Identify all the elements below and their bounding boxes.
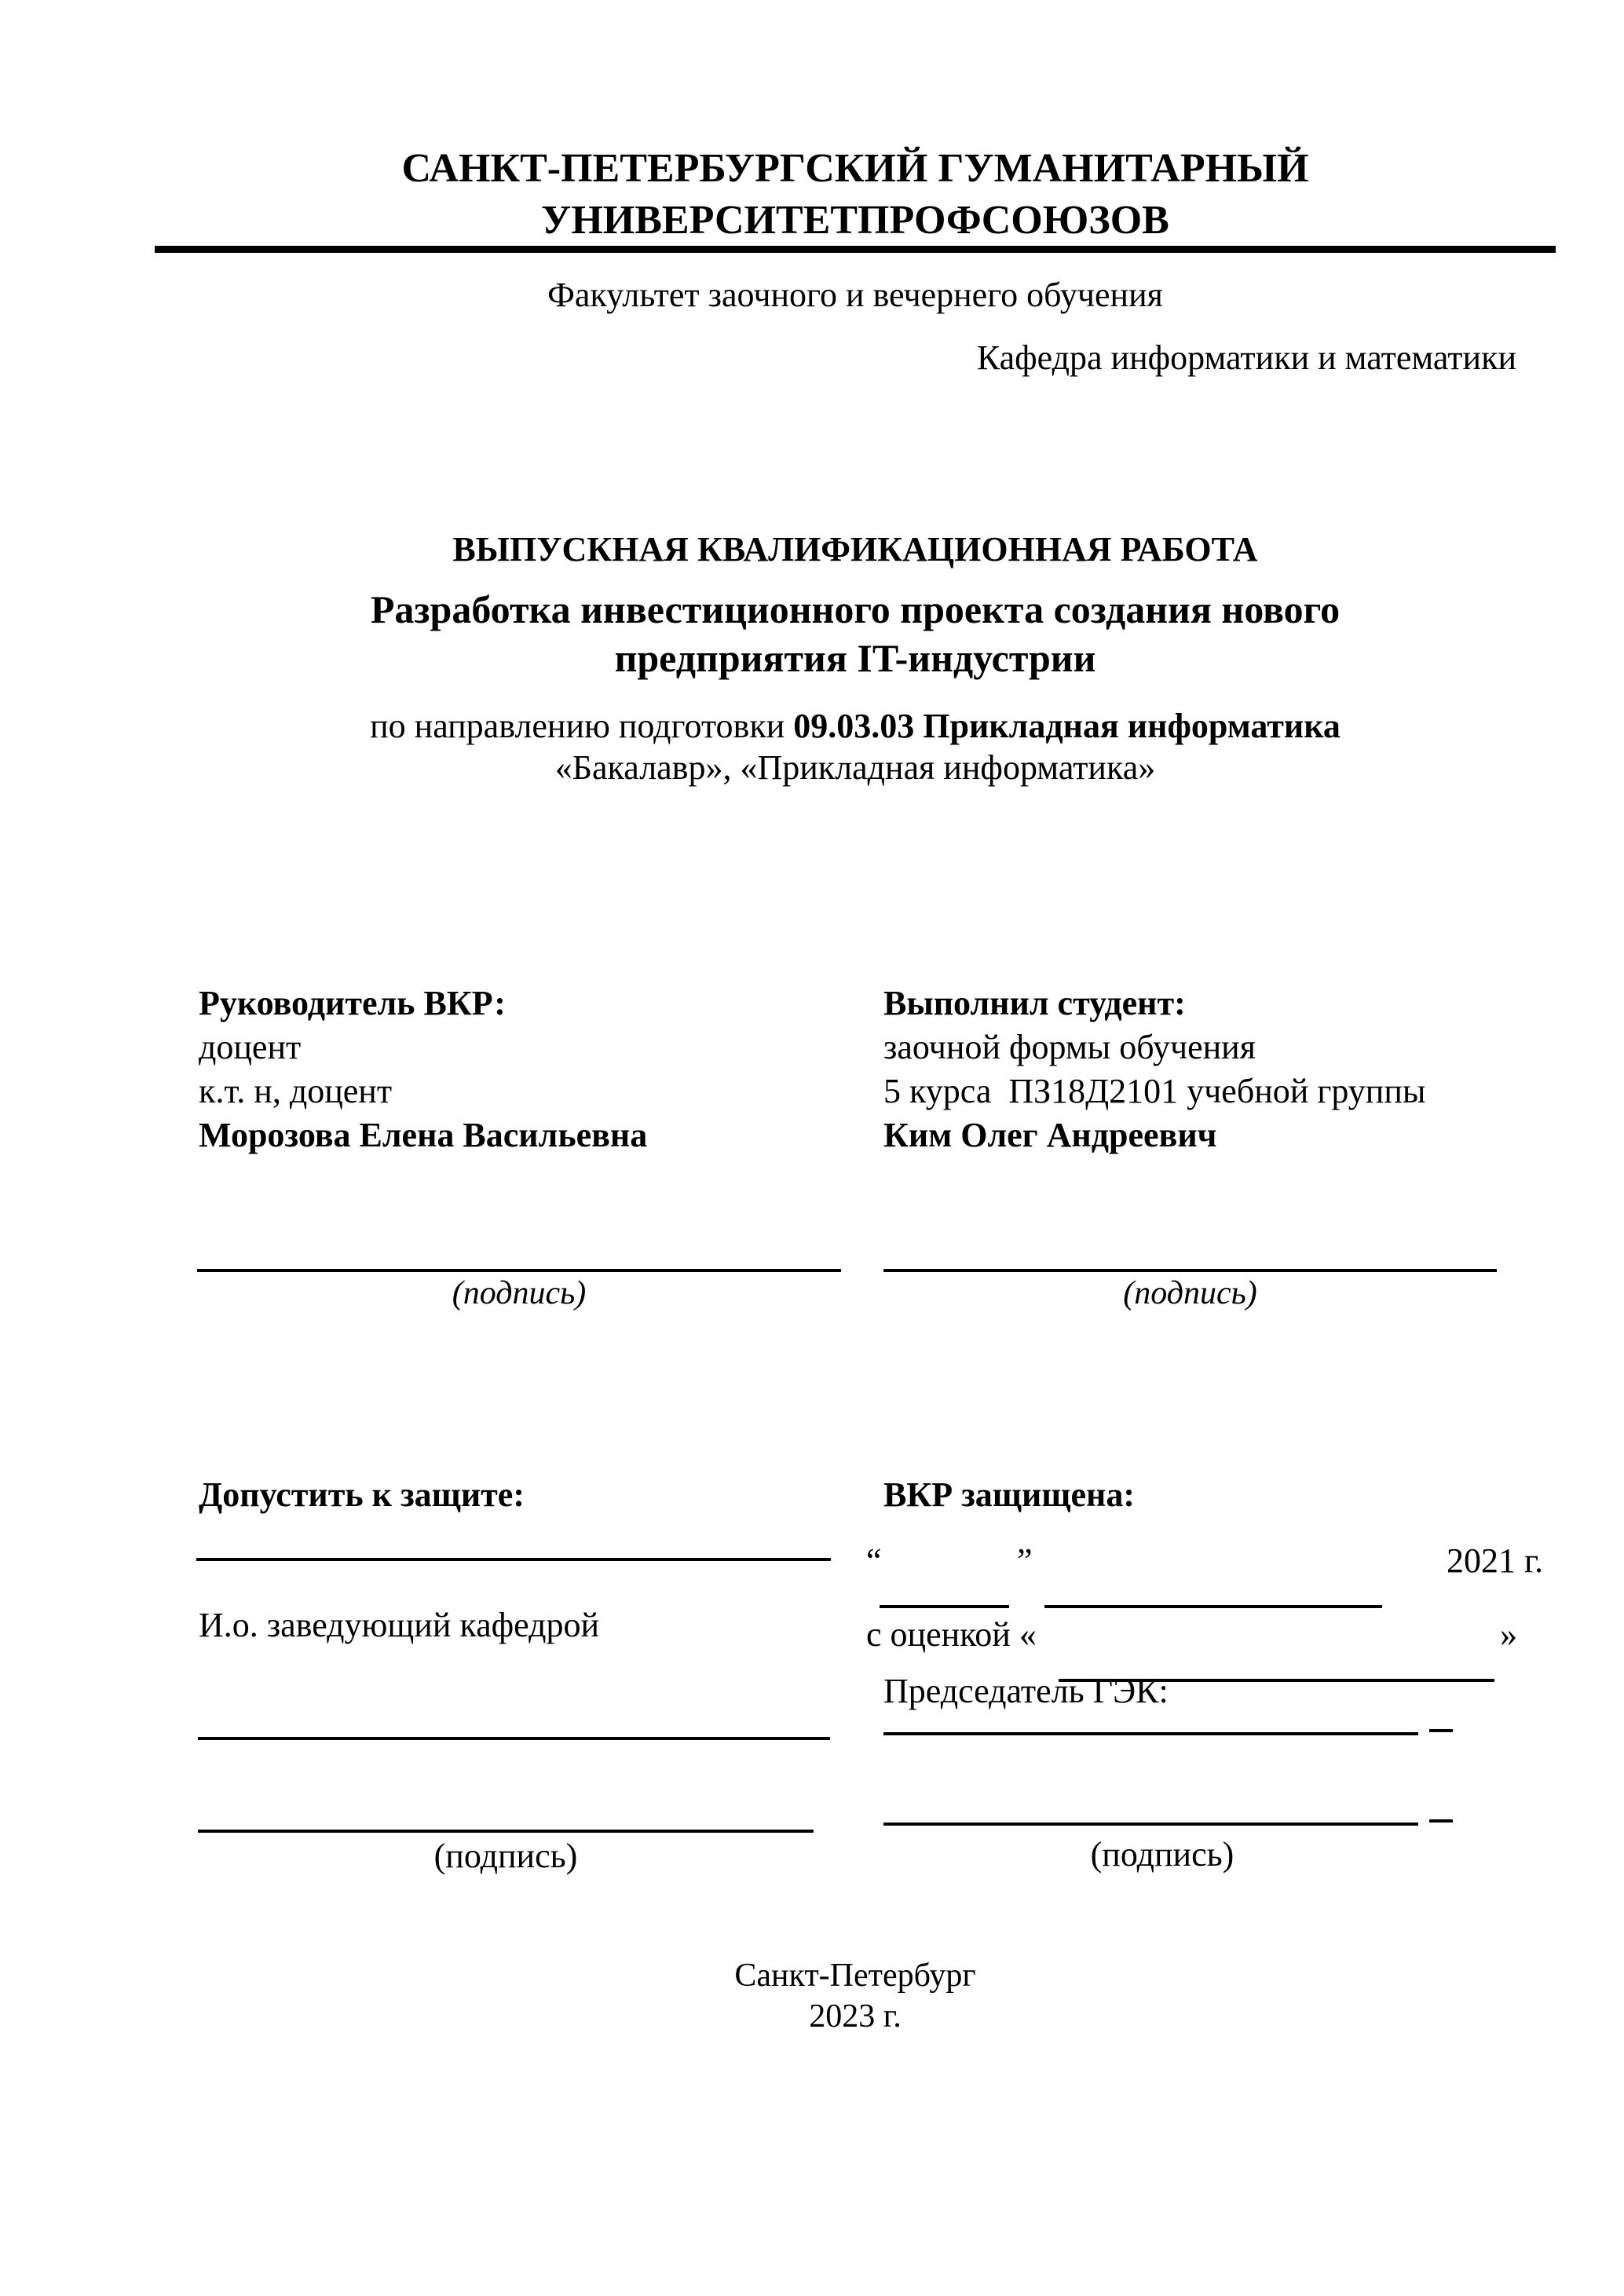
department-line: Кафедра информатики и математики <box>976 338 1516 377</box>
admission-name-line <box>198 1737 830 1740</box>
student-group: 5 курса ПЗ18Д2101 учебной группы <box>883 1072 1426 1110</box>
supervisor-title: к.т. н, доцент <box>199 1072 393 1110</box>
supervisor-heading: Руководитель ВКР: <box>199 984 506 1022</box>
admission-signature-caption: (подпись) <box>433 1837 578 1875</box>
student-block <box>883 983 1559 1156</box>
chairman-name-line <box>883 1732 1418 1735</box>
chairman-name-line-tick <box>1429 1729 1453 1732</box>
chairman-signature-line-tick <box>1429 1819 1453 1823</box>
student-heading: Выполнил студент: <box>883 984 1186 1022</box>
faculty-line: Факультет заочного и вечернего обучения <box>547 276 1163 314</box>
thesis-title-line2: предприятия IT-индустрии <box>614 636 1096 680</box>
student-form: заочной формы обучения <box>883 1028 1256 1066</box>
admission-signature-line <box>198 1830 814 1833</box>
defense-grade-suffix: » <box>1500 1615 1517 1654</box>
footer-year: 2023 г. <box>809 1998 902 2035</box>
defense-grade-prefix: с оценкой « <box>866 1615 1037 1654</box>
qualification-line: «Бакалавр», «Прикладная информатика» <box>554 748 1156 787</box>
defense-year: 2021 г. <box>1447 1541 1544 1580</box>
supervisor-degree: доцент <box>199 1028 302 1066</box>
supervisor-name: Морозова Елена Васильевна <box>199 1116 648 1154</box>
admission-heading: Допустить к защите: <box>199 1475 525 1514</box>
thesis-title-line1: Разработка инвестиционного проекта создания нового <box>370 587 1341 631</box>
admission-role: И.о. заведующий кафедрой <box>199 1606 600 1644</box>
supervisor-signature-caption: (подпись) <box>452 1275 587 1311</box>
defense-date-close-quote: ” <box>1017 1541 1033 1580</box>
student-signature-line <box>883 1269 1497 1272</box>
student-name: Ким Олег Андреевич <box>883 1116 1217 1154</box>
supervisor-signature-line <box>197 1269 841 1272</box>
supervisor-block <box>199 983 858 1156</box>
defense-heading: ВКР защищена: <box>883 1475 1135 1514</box>
direction-code: 09.03.03 Прикладная информатика <box>793 707 1341 745</box>
defense-chairman: Председатель ГЭК: <box>883 1672 1169 1710</box>
chairman-signature-caption: (подпись) <box>1090 1835 1234 1874</box>
direction-line <box>155 706 1556 747</box>
university-name-line2: УНИВЕРСИТЕТПРОФСОЮЗОВ <box>541 198 1169 243</box>
work-type-caption: ВЫПУСКНАЯ КВАЛИФИКАЦИОННАЯ РАБОТА <box>452 530 1258 569</box>
university-name-line1: САНКТ-ПЕТЕРБУРГСКИЙ ГУМАНИТАРНЫЙ <box>401 146 1309 191</box>
admission-blank-line <box>196 1558 831 1561</box>
defense-date-day-line <box>880 1605 1009 1608</box>
header-rule <box>155 246 1556 253</box>
student-signature-caption: (подпись) <box>1123 1275 1257 1311</box>
footer-block <box>155 1955 1556 2037</box>
university-name <box>155 143 1556 247</box>
defense-date-open-quote: “ <box>866 1541 882 1580</box>
chairman-signature-line <box>883 1823 1418 1826</box>
defense-date-month-line <box>1044 1605 1382 1608</box>
direction-prefix: по направлению подготовки <box>370 707 794 745</box>
thesis-title <box>155 585 1556 682</box>
footer-city: Санкт-Петербург <box>734 1958 976 1994</box>
